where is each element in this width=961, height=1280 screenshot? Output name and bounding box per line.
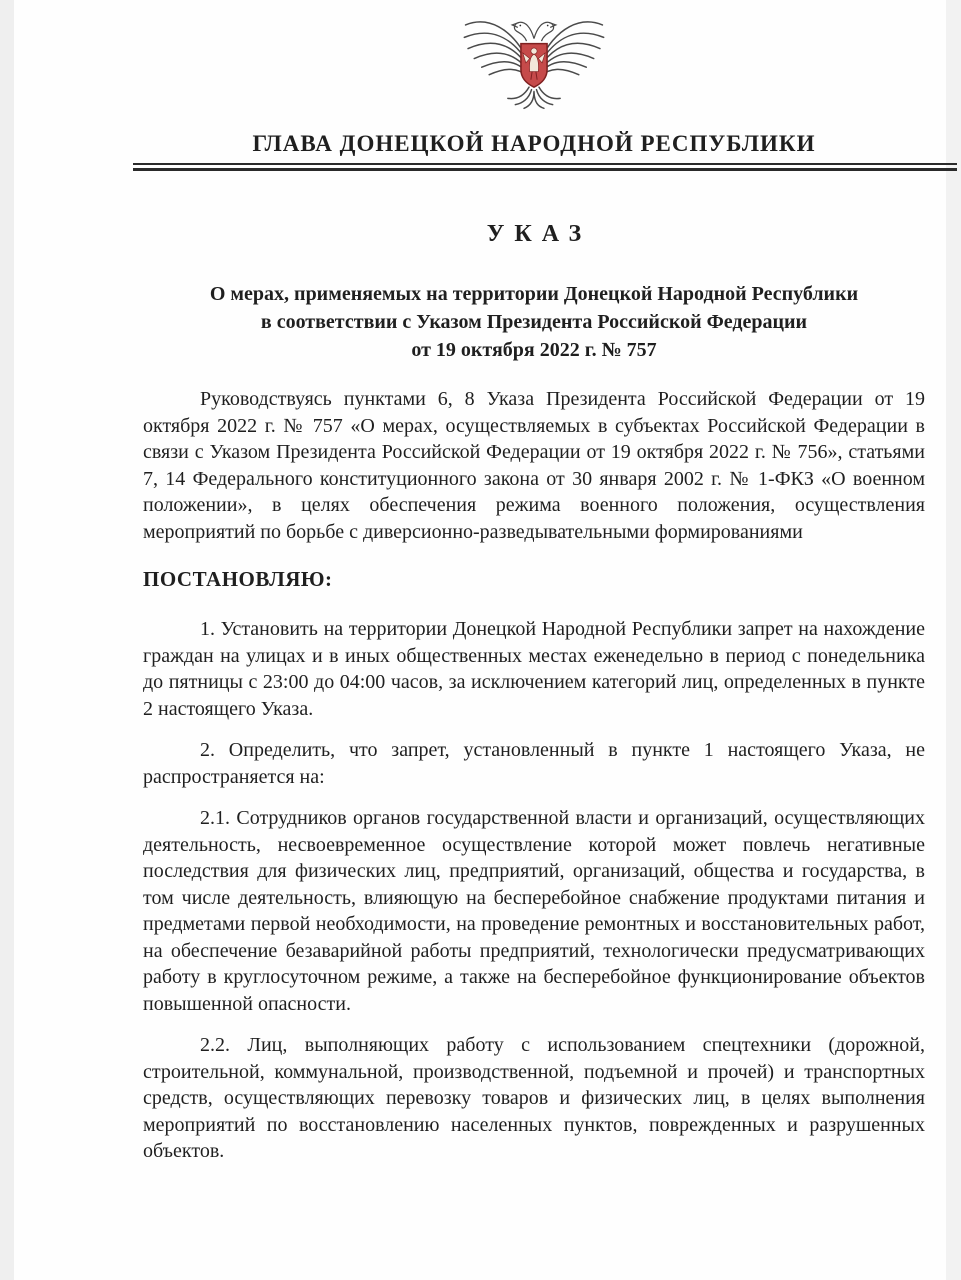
decree-point-2-1: 2.1. Сотрудников органов государственной власти и организаций, осуществляющих деятельность, несвоевременное осуществление которой может повлечь негативные последствия для физических лиц, предприятий, организаций, общества и государства, в том числе деятельность, влияющую на бесперебойное снабжение продуктами питания и предметами первой необходимости, на проведение ремонтных и восстановительных работ, на обеспечение безаварийной работы предприятий, технологически предусматривающих работу в круглосуточном режиме, а также на бесперебойное функционирование объектов повышенной опасности. [143, 807, 925, 1015]
subject-line: О мерах, применяемых на территории Донецкой Народной Республики [209, 283, 859, 305]
emblem-container [143, 0, 925, 122]
enacting-word: ПОСТАНОВЛЯЮ: [143, 567, 333, 591]
authority-title: ГЛАВА ДОНЕЦКОЙ НАРОДНОЙ РЕСПУБЛИКИ [252, 131, 816, 156]
document-type-heading: УКАЗ [486, 221, 592, 247]
document-content [143, 0, 925, 1165]
subject-line: от 19 октября 2022 г. № 757 [411, 339, 657, 361]
decree-point-2: 2. Определить, что запрет, установленный в пункте 1 настоящего Указа, не распространяется на: [143, 739, 925, 788]
dnr-coat-of-arms-icon [459, 10, 609, 122]
double-rule-divider [133, 163, 957, 171]
scan-edge-left [0, 0, 14, 1280]
document-body [143, 386, 925, 1165]
preamble-paragraph: Руководствуясь пунктами 6, 8 Указа Президента Российской Федерации от 19 октября 2022 г. № 757 «О мерах, осуществляемых в субъектах Российской Федерации в связи с Указом Президента Российской Федерации от 19 октября 2022 г. № 756», статьями 7, 14 Федерального конституционного закона от 30 января 2002 г. № 1-ФКЗ «О военном положении», в целях обеспечения режима военного положения, осуществления мероприятий по борьбе с диверсионно-разведывательными формированиями [143, 388, 925, 543]
subject-line: в соответствии с Указом Президента Российской Федерации [260, 311, 808, 333]
decree-point-1: 1. Установить на территории Донецкой Народной Республики запрет на нахождение граждан на улицах и в иных общественных местах еженедельно в период с понедельника до пятницы с 23:00 до 04:00 часов, за исключением категорий лиц, определенных в пункте 2 настоящего Указа. [143, 618, 925, 720]
scan-edge-right [946, 0, 961, 1280]
document-subject [143, 280, 925, 364]
decree-point-2-2: 2.2. Лиц, выполняющих работу с использованием спецтехники (дорожной, строительной, коммунальной, производственной, подъемной и прочей) и транспортных средств, осуществляющих перевозку товаров и физических лиц, в целях выполнения мероприятий по восстановлению населенных пунктов, поврежденных и разрушенных объектов. [143, 1034, 925, 1162]
